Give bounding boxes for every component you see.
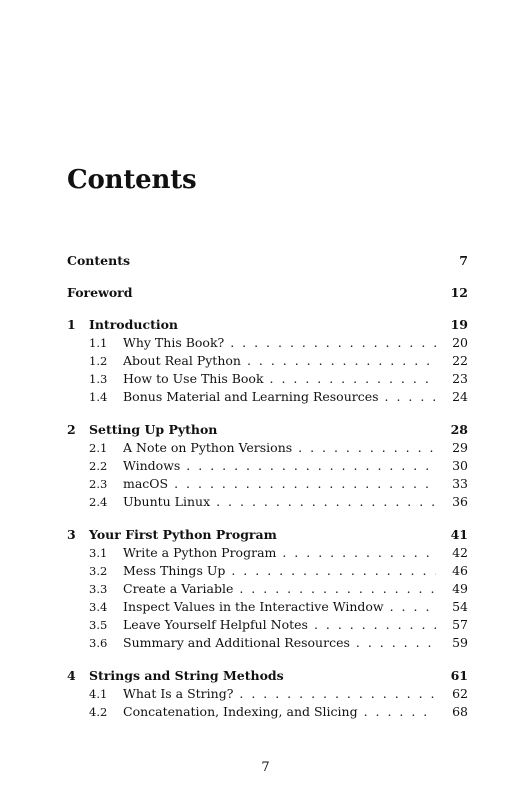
- section-number: 4.2: [89, 705, 108, 719]
- section-title: Bonus Material and Learning Resources . . .: [123, 388, 436, 406]
- chapter-title: Setting Up Python: [89, 422, 218, 437]
- section-title: Summary and Additional Resources . . .: [123, 634, 436, 652]
- toc-section-3-6[interactable]: [67, 634, 468, 652]
- chapter-number: 3: [67, 527, 76, 542]
- section-page: 24: [452, 389, 468, 404]
- section-page: 49: [452, 581, 468, 596]
- section-title: A Note on Python Versions . . .: [123, 439, 436, 457]
- section-title: What Is a String? . . .: [123, 685, 436, 703]
- section-title: About Real Python . . .: [123, 352, 436, 370]
- section-page: 62: [452, 686, 468, 701]
- section-title: Mess Things Up . . .: [123, 562, 436, 580]
- toc-chapter-2[interactable]: [67, 421, 468, 439]
- toc-section-2-3[interactable]: [67, 475, 468, 493]
- section-number: 3.4: [89, 600, 108, 614]
- chapter-page: 61: [450, 668, 468, 683]
- toc-entry-foreword[interactable]: [67, 284, 468, 302]
- toc-section-4-2[interactable]: [67, 703, 468, 721]
- chapter-number: 2: [67, 422, 76, 437]
- toc-section-2-1[interactable]: [67, 439, 468, 457]
- chapter-number: 4: [67, 668, 76, 683]
- section-page: 30: [452, 458, 468, 473]
- section-page: 33: [452, 476, 468, 491]
- toc-section-1-1[interactable]: [67, 334, 468, 352]
- section-title: Write a Python Program . . .: [123, 544, 436, 562]
- section-page: 42: [452, 545, 468, 560]
- section-number: 2.2: [89, 459, 108, 473]
- section-title: Windows . . .: [123, 457, 436, 475]
- chapter-title: Your First Python Program: [89, 527, 277, 542]
- section-number: 3.3: [89, 582, 108, 596]
- section-title: Create a Variable . . .: [123, 580, 436, 598]
- section-title: Ubuntu Linux . . .: [123, 493, 436, 511]
- toc-section-1-2[interactable]: [67, 352, 468, 370]
- toc-section-3-5[interactable]: [67, 616, 468, 634]
- section-number: 4.1: [89, 687, 108, 701]
- chapter-page: 41: [450, 527, 468, 542]
- section-page: 20: [452, 335, 468, 350]
- chapter-page: 28: [450, 422, 468, 437]
- chapter-title: Introduction: [89, 317, 179, 332]
- toc-chapter-4[interactable]: [67, 667, 468, 685]
- section-number: 3.2: [89, 564, 108, 578]
- section-number: 1.1: [89, 336, 108, 350]
- toc-section-3-4[interactable]: [67, 598, 468, 616]
- toc-entry-label: Contents: [67, 253, 131, 268]
- section-title: Leave Yourself Helpful Notes . . .: [123, 616, 436, 634]
- section-page: 23: [452, 371, 468, 386]
- toc-section-4-1[interactable]: [67, 685, 468, 703]
- toc-section-2-2[interactable]: [67, 457, 468, 475]
- section-page: 36: [452, 494, 468, 509]
- toc-entry-page: 12: [450, 285, 468, 300]
- section-title: Inspect Values in the Interactive Window . . .: [123, 598, 436, 616]
- section-number: 2.1: [89, 441, 108, 455]
- section-title: macOS . . .: [123, 475, 436, 493]
- toc-section-3-3[interactable]: [67, 580, 468, 598]
- section-number: 3.1: [89, 546, 108, 560]
- section-number: 3.6: [89, 636, 108, 650]
- section-page: 22: [452, 353, 468, 368]
- section-number: 3.5: [89, 618, 108, 632]
- chapter-title: Strings and String Methods: [89, 668, 284, 683]
- section-title: How to Use This Book . . .: [123, 370, 436, 388]
- section-page: 46: [452, 563, 468, 578]
- table-of-contents: [67, 252, 468, 721]
- toc-entry-label: Foreword: [67, 285, 133, 300]
- chapter-page: 19: [450, 317, 468, 332]
- section-page: 59: [452, 635, 468, 650]
- page-number: 7: [261, 760, 270, 775]
- section-page: 57: [452, 617, 468, 632]
- toc-chapter-3[interactable]: [67, 526, 468, 544]
- toc-section-1-3[interactable]: [67, 370, 468, 388]
- section-page: 68: [452, 704, 468, 719]
- toc-entry-page: 7: [459, 253, 468, 268]
- section-number: 1.2: [89, 354, 108, 368]
- toc-section-3-2[interactable]: [67, 562, 468, 580]
- toc-section-3-1[interactable]: [67, 544, 468, 562]
- section-title: Why This Book? . . .: [123, 334, 436, 352]
- chapter-number: 1: [67, 317, 76, 332]
- section-page: 29: [452, 440, 468, 455]
- page-title: Contents: [67, 165, 197, 195]
- toc-entry-contents[interactable]: [67, 252, 468, 270]
- section-number: 1.3: [89, 372, 108, 386]
- toc-section-1-4[interactable]: [67, 388, 468, 406]
- section-title: Concatenation, Indexing, and Slicing . . .: [123, 703, 436, 721]
- section-number: 2.4: [89, 495, 108, 509]
- section-page: 54: [452, 599, 468, 614]
- toc-chapter-1[interactable]: [67, 316, 468, 334]
- section-number: 2.3: [89, 477, 108, 491]
- toc-section-2-4[interactable]: [67, 493, 468, 511]
- section-number: 1.4: [89, 390, 108, 404]
